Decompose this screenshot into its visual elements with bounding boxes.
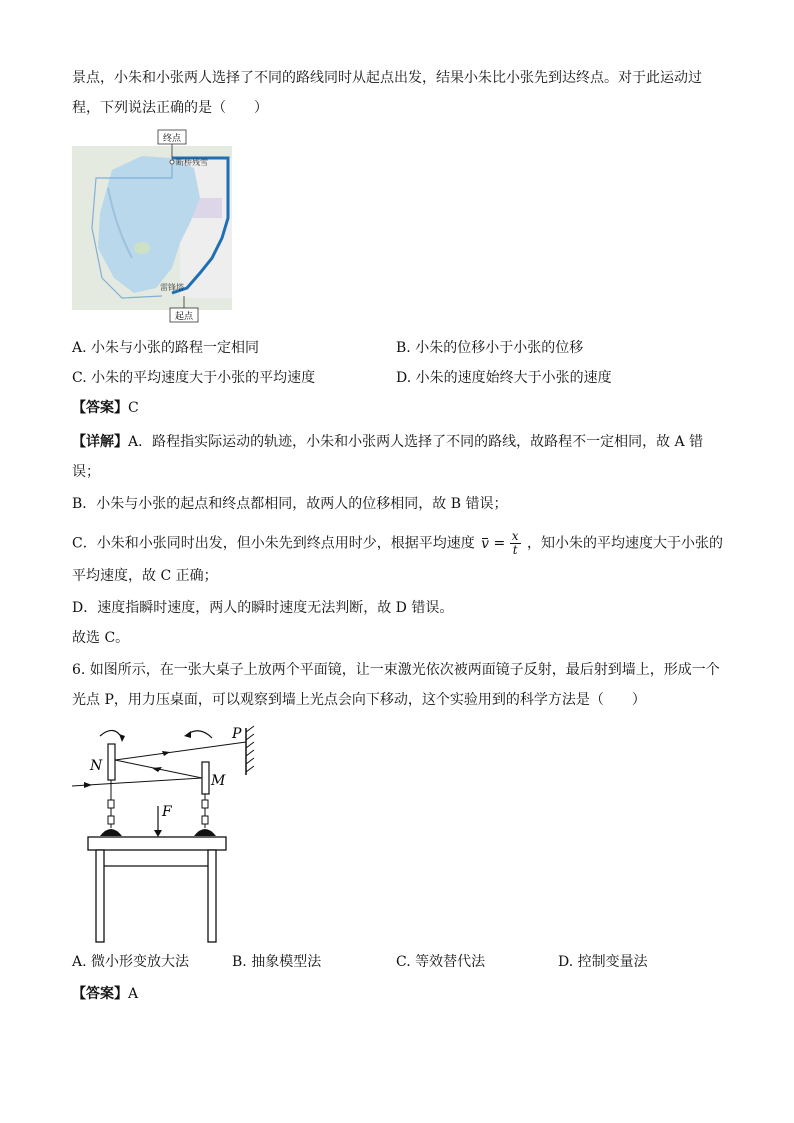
label-f: F (162, 804, 172, 820)
q5-answer: C (128, 400, 139, 416)
q5-detail-c-line1 (72, 530, 723, 557)
q5-detail-a-line2: 误； (72, 464, 100, 480)
q6-stem-line2: 光点 P，用力压桌面，可以观察到墙上光点会向下移动，这个实验用到的科学方法是（ ） (72, 692, 646, 708)
q6-option-b: B. 抽象模型法 (232, 954, 322, 970)
q6-answer: A (128, 986, 139, 1002)
q5-detail-a-line1 (72, 432, 703, 452)
q5-stem-line2: 程，下列说法正确的是（ ） (72, 100, 268, 116)
q5-detail-c-text-b: ，知小朱的平均速度大于小张的 (526, 535, 723, 552)
mirror-n (108, 744, 115, 780)
base-n (100, 829, 122, 836)
base-m (194, 829, 216, 836)
mirror-apparatus-figure (70, 720, 270, 945)
rotation-arrow-p (188, 731, 212, 738)
island (134, 242, 150, 254)
q6-answer-label: 【答案】 (72, 986, 128, 1002)
q5-option-b: B. 小朱的位移小于小张的位移 (396, 340, 584, 356)
route-map (72, 128, 232, 324)
formula-v: v (481, 535, 490, 552)
formula-numerator: x (511, 529, 519, 543)
end-marker (170, 160, 174, 164)
q6-option-a: A. 微小形变放大法 (72, 954, 190, 970)
formula-eq: = (489, 535, 510, 552)
mirror-m (202, 762, 209, 794)
q6-stem-line1: 6. 如图所示，在一张大桌子上放两个平面镜，让一束激光依次被两面镜子反射，最后射到墙上，形成一个 (72, 662, 720, 678)
q5-answer-line (72, 398, 139, 418)
wall-hatching (246, 726, 254, 772)
q5-detail-label: 【详解】 (72, 434, 128, 450)
force-arrowhead (154, 830, 162, 837)
q5-option-d: D. 小朱的速度始终大于小张的速度 (396, 370, 612, 386)
q6-answer-line (72, 984, 138, 1004)
q5-detail-c-line2: 平均速度，故 C 正确； (72, 568, 218, 584)
q6-option-c: C. 等效替代法 (396, 954, 486, 970)
label-p: P (232, 726, 242, 742)
q5-option-c: C. 小朱的平均速度大于小张的平均速度 (72, 370, 316, 386)
stand-m (202, 794, 208, 828)
start-label: 起点 (174, 312, 194, 322)
rotation-arrowhead-n (119, 734, 125, 742)
place-bottom-label: 雷锋塔 (160, 283, 184, 292)
label-n: N (90, 758, 103, 774)
q5-detail-a-text: A．路程指实际运动的轨迹，小朱和小张两人选择了不同的路线，故路程不一定相同，故 A 错 (128, 434, 704, 450)
q5-stem-line1: 景点，小朱和小张两人选择了不同的路线同时从起点出发，结果小朱比小张先到达终点。对于此运动过 (72, 70, 702, 86)
formula-fraction (510, 530, 521, 557)
label-m: M (211, 773, 226, 789)
end-label: 终点 (162, 134, 182, 144)
stand-n (108, 780, 114, 828)
rotation-arrow-n (100, 730, 122, 738)
q5-detail-c-text-a: C．小朱和小张同时出发，但小朱先到终点用时少，根据平均速度 (72, 535, 475, 552)
q6-option-d: D. 控制变量法 (558, 954, 648, 970)
q5-answer-label: 【答案】 (72, 400, 128, 416)
q5-detail-b: B．小朱与小张的起点和终点都相同，故两人的位移相同，故 B 错误； (72, 496, 508, 512)
table-top (88, 837, 226, 850)
q5-option-a: A. 小朱与小张的路程一定相同 (72, 340, 260, 356)
q5-detail-d: D．速度指瞬时速度，两人的瞬时速度无法判断，故 D 错误。 (72, 600, 454, 616)
q5-conclusion: 故选 C。 (72, 630, 130, 646)
rotation-arrowhead-p (184, 731, 191, 738)
table-legs (96, 850, 216, 942)
formula-denominator: t (512, 543, 518, 557)
average-velocity-formula (481, 530, 520, 557)
place-top-label: 断桥残雪 (176, 158, 208, 167)
